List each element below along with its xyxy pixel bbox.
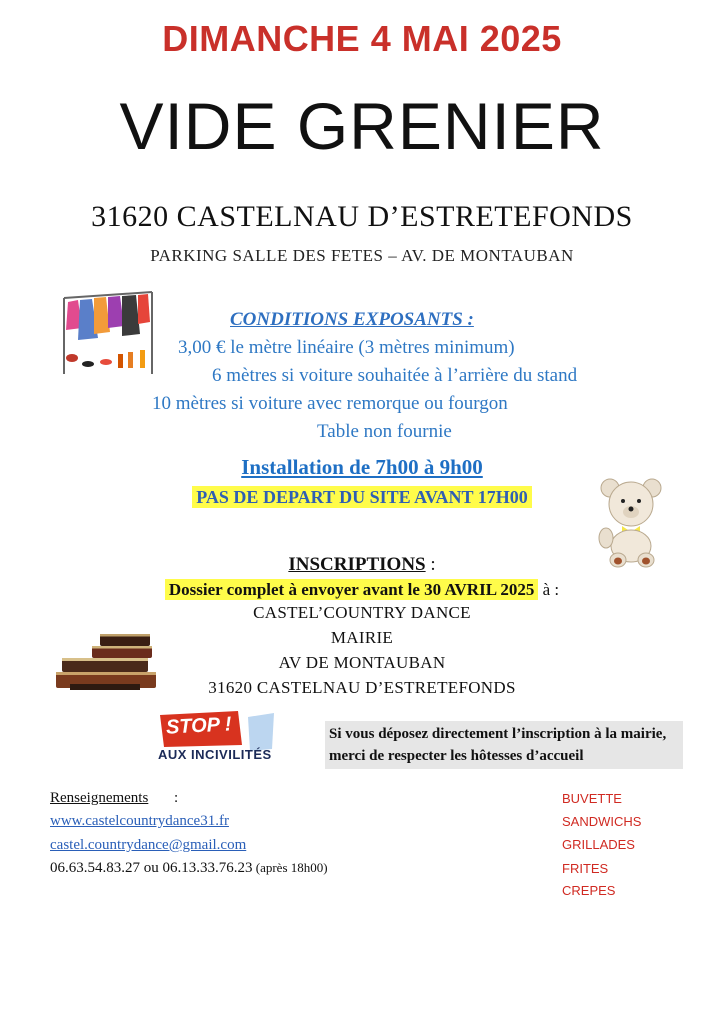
address-line: AV DE MONTAUBAN [278,653,446,672]
phone-text: 06.63.54.83.27 ou 06.13.33.76.23 [50,860,253,876]
clothes-rack-icon [58,288,158,376]
website-link[interactable]: www.castelcountrydance31.fr [50,813,229,829]
condition-table: Table non fournie [317,421,452,442]
address-line: CASTEL’COUNTRY DANCE [253,603,471,622]
info-heading-colon: : [174,790,179,806]
deadline-text: Dossier complet à envoyer avant le 30 AVRIL 2025 [165,579,539,600]
stop-text: STOP ! [165,713,233,739]
info-heading: Renseignements [50,790,149,806]
menu-item: SANDWICHS [562,814,642,829]
inscriptions-title [0,554,724,576]
deposit-note: Si vous déposez directement l’inscription à la mairie, merci de respecter les hôtesses d’accueil [325,721,683,769]
menu-item: BUVETTE [562,791,622,806]
deadline-suffix: à : [538,580,560,599]
installation-hours: Installation de 7h00 à 9h00 [241,455,483,479]
condition-trailer: 10 mètres si voiture avec remorque ou fourgon [152,393,508,414]
stop-incivilities-badge [156,709,296,769]
inscriptions-colon: : [425,554,436,575]
menu-item: GRILLADES [562,837,635,852]
town-name: 31620 CASTELNAU D’ESTRETEFONDS [91,200,633,233]
departure-text: PAS DE DEPART DU SITE AVANT 17H00 [192,486,531,508]
phone-numbers [50,860,328,877]
venue-address: PARKING SALLE DES FETES – AV. DE MONTAUBAN [150,246,574,265]
conditions-title: CONDITIONS EXPOSANTS : [230,309,474,330]
phone-note: (après 18h00) [252,860,328,875]
condition-car: 6 mètres si voiture souhaitée à l’arrière du stand [212,365,578,386]
condition-price: 3,00 € le mètre linéaire (3 mètres minimum) [178,337,515,358]
inscriptions-label: INSCRIPTIONS [288,554,426,575]
email-link[interactable]: castel.countrydance@gmail.com [50,837,247,853]
menu-item: FRITES [562,861,609,876]
inscriptions-deadline [0,580,724,600]
books-icon [52,628,160,694]
address-line: MAIRIE [330,628,394,647]
address-line: 31620 CASTELNAU D’ESTRETEFONDS [208,678,516,697]
event-date: DIMANCHE 4 MAI 2025 [162,18,562,59]
page-title: VIDE GRENIER [119,89,605,163]
incivilities-text: AUX INCIVILITÉS [158,747,272,762]
menu-item: CREPES [562,883,616,898]
